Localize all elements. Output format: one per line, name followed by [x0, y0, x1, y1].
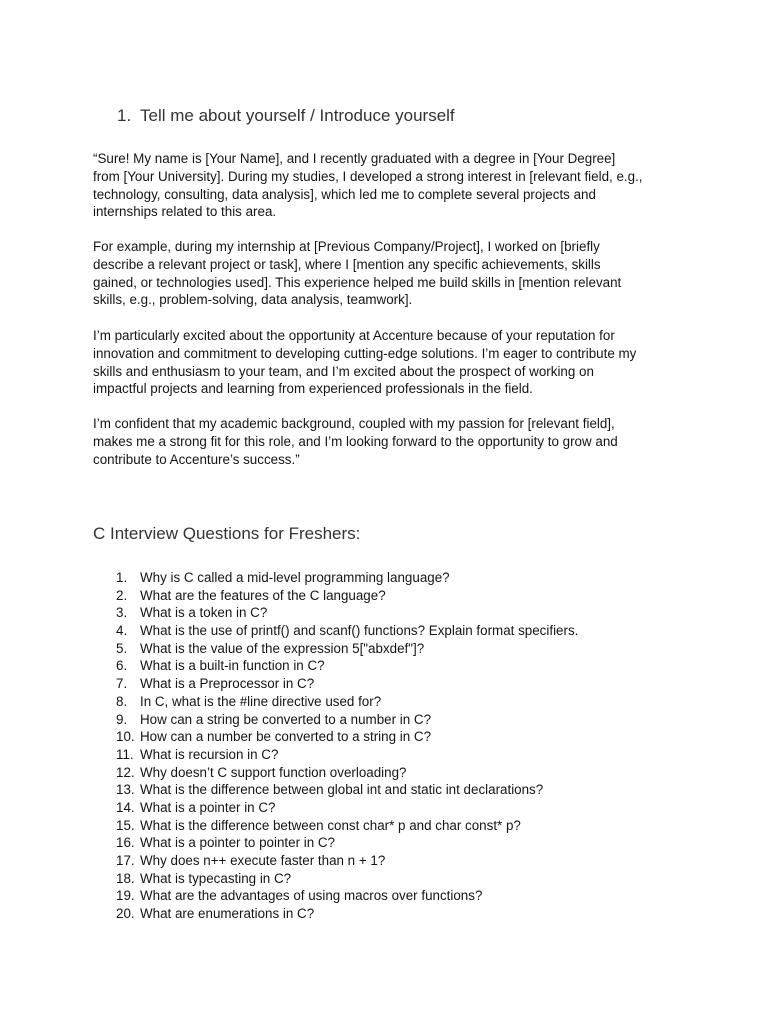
paragraph-line: contribute to Accenture’s success.”	[93, 451, 300, 467]
paragraph-line: skills and enthusiasm to your team, and I’m excited about the prospect of working on	[93, 363, 594, 379]
list-item	[100, 764, 578, 782]
list-item-text: How can a number be converted to a string in C?	[140, 729, 432, 745]
paragraph-line: describe a relevant project or task], where I [mention any specific achievements, skills	[93, 256, 601, 272]
list-item-number: 6.	[116, 658, 128, 674]
list-item	[100, 675, 578, 693]
list-item	[100, 728, 578, 746]
list-item-text: What is the difference between const char* p and char const* p?	[140, 817, 521, 833]
paragraph-line: “Sure! My name is [Your Name], and I recently graduated with a degree in [Your Degree]	[93, 151, 616, 166]
list-item-number: 4.	[116, 623, 128, 639]
list-item-text: What is recursion in C?	[140, 746, 279, 762]
list-item-number: 2.	[116, 587, 128, 603]
list-item-text: What is a token in C?	[140, 605, 268, 621]
list-item-number: 14.	[116, 799, 135, 815]
paragraph-line: gained, or technologies used]. This experience helped me build skills in [mention relevant	[93, 274, 622, 290]
list-item-text: What is a Preprocessor in C?	[140, 676, 315, 692]
list-item-text: What is a pointer in C?	[140, 799, 276, 815]
list-item-number: 17.	[116, 853, 135, 868]
list-item-text: What are enumerations in C?	[140, 906, 315, 922]
list-item-text: What is the value of the expression 5["abxdef"]?	[140, 640, 425, 656]
paragraph-line: I’m particularly excited about the opportunity at Accenture because of your reputation for	[93, 328, 615, 343]
list-item	[100, 817, 578, 835]
heading-number: 1.	[117, 106, 132, 125]
section-heading-introduce-yourself	[117, 106, 455, 126]
list-item-number: 11.	[116, 746, 134, 762]
list-item-number: 10.	[116, 729, 135, 745]
question-list	[100, 569, 578, 923]
list-item-number: 5.	[116, 640, 128, 656]
list-item-text: Why does n++ execute faster than n + 1?	[140, 853, 386, 868]
paragraph-line: skills, e.g., problem-solving, data analysis, teamwork].	[93, 292, 413, 308]
list-item	[100, 622, 578, 640]
list-item	[100, 746, 578, 764]
list-item	[100, 905, 578, 923]
list-item-number: 15.	[116, 817, 135, 833]
list-item	[100, 711, 578, 729]
list-item-text: What are the features of the C language?	[140, 587, 386, 603]
paragraph-line: impactful projects and learning from experienced professionals in the field.	[93, 381, 533, 397]
list-item-text: How can a string be converted to a number in C?	[140, 711, 432, 727]
paragraph-line: I’m confident that my academic background, coupled with my passion for [relevant field],	[93, 416, 615, 431]
list-item-number: 8.	[116, 693, 128, 709]
list-item-number: 16.	[116, 835, 135, 851]
list-item-number: 13.	[116, 782, 135, 798]
list-item-text: What is a pointer to pointer in C?	[140, 835, 336, 851]
list-item	[100, 587, 578, 605]
list-item	[100, 781, 578, 799]
paragraph-line: internships related to this area.	[93, 204, 277, 220]
section-heading-c-questions: C Interview Questions for Freshers:	[93, 524, 361, 543]
paragraph-line: For example, during my internship at [Previous Company/Project], I worked on [briefly	[93, 239, 600, 254]
list-item-number: 9.	[116, 711, 128, 727]
list-item-number: 19.	[116, 888, 135, 904]
list-item-text: What are the advantages of using macros over functions?	[140, 888, 483, 904]
list-item-number: 3.	[116, 605, 128, 621]
answer-paragraph	[93, 150, 643, 221]
list-item-text: What is a built-in function in C?	[140, 658, 325, 674]
list-item-number: 20.	[116, 906, 135, 922]
list-item-text: What is the use of printf() and scanf() functions? Explain format specifiers.	[140, 623, 579, 639]
paragraph-line: from [Your University]. During my studies, I developed a strong interest in [relevant field, e.g.,	[93, 168, 643, 184]
list-item	[100, 852, 578, 870]
list-item	[100, 640, 578, 658]
paragraph-line: makes me a strong fit for this role, and I’m looking forward to the opportunity to grow and	[93, 433, 618, 449]
list-item-text: Why is C called a mid-level programming language?	[140, 570, 450, 585]
list-item-text: What is the difference between global int and static int declarations?	[140, 782, 544, 798]
list-item-number: 1.	[116, 570, 128, 585]
list-item	[100, 887, 578, 905]
list-item	[100, 657, 578, 675]
list-item	[100, 834, 578, 852]
list-item	[100, 799, 578, 817]
answer-paragraph	[93, 327, 636, 398]
list-item-number: 18.	[116, 870, 135, 886]
answer-paragraph	[93, 415, 618, 468]
list-item-number: 12.	[116, 764, 135, 780]
list-item-text: In C, what is the #line directive used for?	[140, 693, 382, 709]
list-item	[100, 569, 578, 587]
list-item	[100, 870, 578, 888]
paragraph-line: innovation and commitment to developing cutting-edge solutions. I’m eager to contribute my	[93, 345, 637, 361]
answer-paragraph	[93, 238, 621, 309]
heading-text: Tell me about yourself / Introduce yourself	[140, 106, 455, 125]
list-item-text: Why doesn’t C support function overloading?	[140, 764, 407, 780]
list-item-text: What is typecasting in C?	[140, 870, 292, 886]
paragraph-line: technology, consulting, data analysis], which led me to complete several projects and	[93, 186, 596, 202]
list-item	[100, 604, 578, 622]
list-item	[100, 693, 578, 711]
list-item-number: 7.	[116, 676, 128, 692]
